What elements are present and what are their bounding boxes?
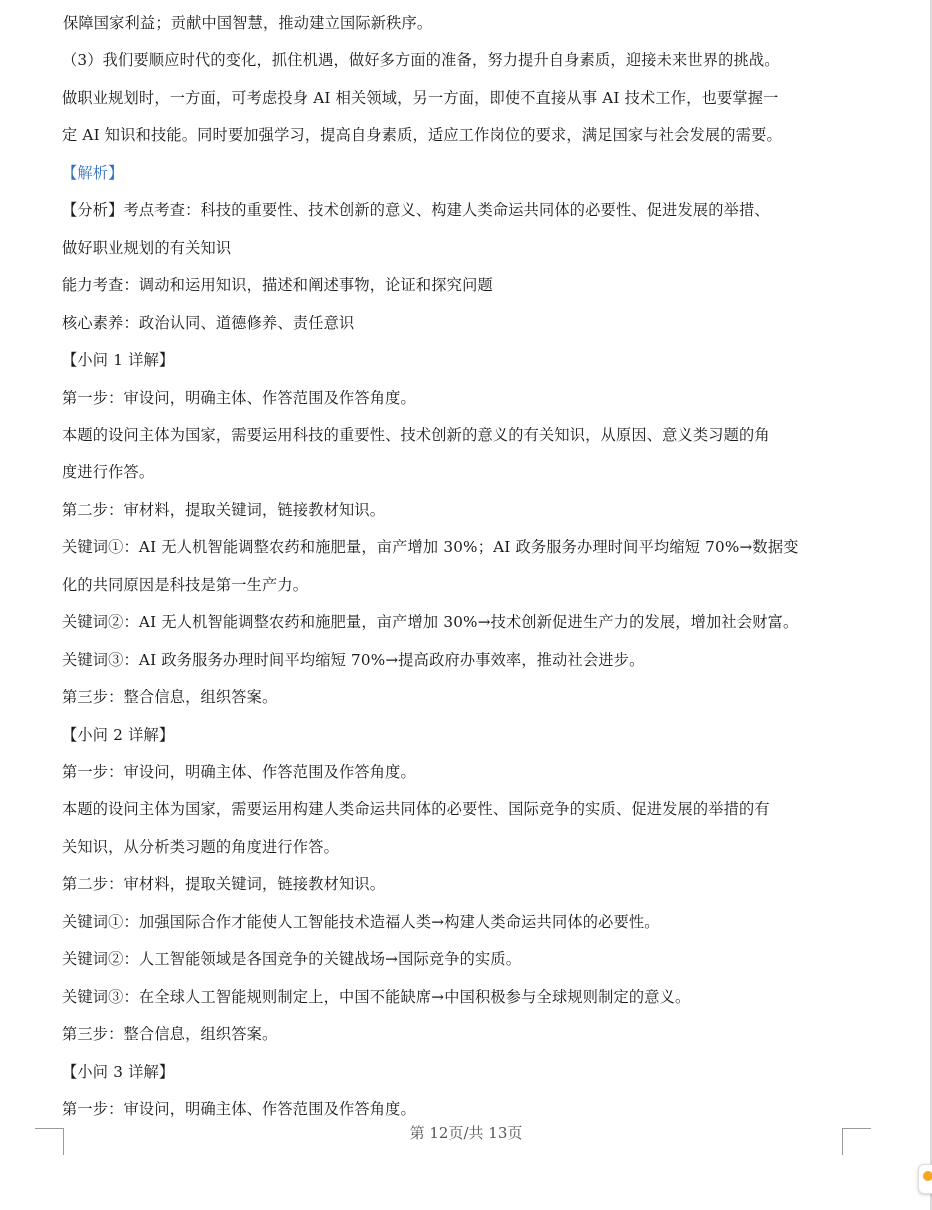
text-line: 【小问 3 详解】 — [62, 1062, 175, 1081]
text-line: 做职业规划时，一方面，可考虑投身 AI 相关领域，另一方面，即使不直接从事 AI 技术工作，也要掌握一 — [62, 88, 779, 107]
floating-assistant-button[interactable] — [918, 1164, 932, 1194]
page-footer: 第 12页/共 13页 — [409, 1124, 523, 1142]
text-line: 化的共同原因是科技是第一生产力。 — [62, 575, 309, 594]
text-line: 做好职业规划的有关知识 — [62, 238, 232, 257]
text-line: （3）我们要顺应时代的变化，抓住机遇，做好多方面的准备，努力提升自身素质，迎接未来世界的挑战。 — [62, 51, 780, 70]
text-line: 第二步：审材料，提取关键词，链接教材知识。 — [62, 875, 386, 894]
text-line: 【解析】 — [62, 163, 124, 182]
crop-mark-left — [35, 1128, 64, 1155]
text-line: 【小问 2 详解】 — [62, 725, 175, 744]
text-line: 关知识，从分析类习题的角度进行作答。 — [62, 837, 339, 856]
text-line: 第一步：审设问，明确主体、作答范围及作答角度。 — [62, 388, 416, 407]
text-line: 第三步：整合信息，组织答案。 — [62, 1025, 278, 1044]
text-line: 度进行作答。 — [62, 463, 155, 482]
text-line: 第一步：审设问，明确主体、作答范围及作答角度。 — [62, 1100, 416, 1119]
text-line: 关键词②：人工智能领域是各国竞争的关键战场→国际竞争的实质。 — [62, 950, 522, 969]
text-line: 【小问 1 详解】 — [62, 351, 175, 370]
text-line: 第一步：审设问，明确主体、作答范围及作答角度。 — [62, 763, 416, 781]
text-line: 关键词②：AI 无人机智能调整农药和施肥量，亩产增加 30%→技术创新促进生产力的发展，增加社会财富。 — [62, 613, 799, 632]
assistant-icon — [923, 1171, 932, 1181]
text-line: 保障国家利益；贡献中国智慧，推动建立国际新秩序。 — [63, 14, 433, 32]
text-line: 第二步：审材料，提取关键词，链接教材知识。 — [62, 500, 386, 519]
text-line: 关键词③：在全球人工智能规则制定上，中国不能缺席→中国积极参与全球规则制定的意义。 — [62, 987, 691, 1006]
text-line: 关键词③：AI 政务服务办理时间平均缩短 70%→提高政府办事效率，推动社会进步。 — [62, 650, 645, 669]
text-line: 能力考查：调动和运用知识，描述和阐述事物，论证和探究问题 — [62, 276, 493, 295]
text-line: 核心素养：政治认同、道德修养、责任意识 — [62, 313, 355, 332]
text-line: 关键词①：AI 无人机智能调整农药和施肥量，亩产增加 30%；AI 政务服务办理时间平均缩短 70%→数据变 — [62, 538, 799, 557]
crop-mark-right — [842, 1128, 871, 1155]
text-line: 【分析】考点考查：科技的重要性、技术创新的意义、构建人类命运共同体的必要性、促进发展的举措、 — [62, 201, 770, 220]
text-line: 关键词①：加强国际合作才能使人工智能技术造福人类→构建人类命运共同体的必要性。 — [62, 912, 660, 931]
text-line: 本题的设问主体为国家，需要运用构建人类命运共同体的必要性、国际竞争的实质、促进发展的举措的有 — [62, 800, 770, 819]
text-line: 定 AI 知识和技能。同时要加强学习，提高自身素质，适应工作岗位的要求，满足国家与社会发展的需要。 — [62, 126, 782, 145]
text-line: 本题的设问主体为国家，需要运用科技的重要性、技术创新的意义的有关知识，从原因、意义类习题的角 — [62, 425, 770, 444]
text-line: 第三步：整合信息，组织答案。 — [62, 688, 278, 707]
